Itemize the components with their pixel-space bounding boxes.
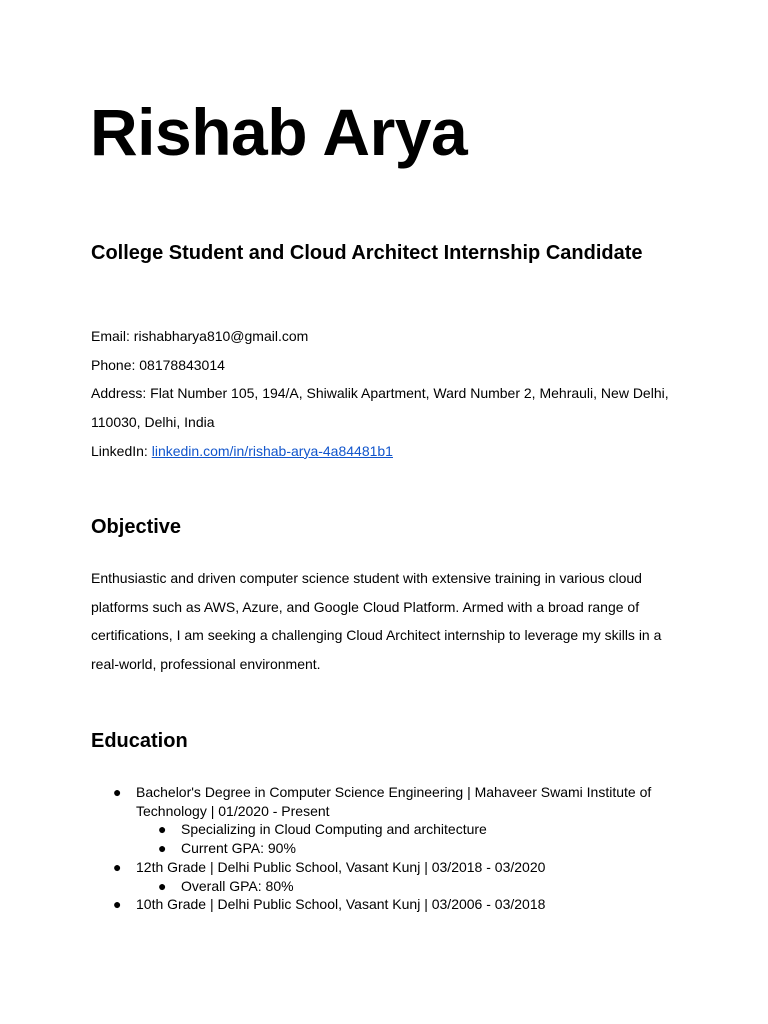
bullet-icon: ● bbox=[113, 784, 122, 800]
phone-line bbox=[91, 351, 691, 380]
education-subitem-text: Current GPA: 90% bbox=[181, 840, 296, 857]
bullet-icon: ● bbox=[158, 840, 167, 857]
education-item-text: Bachelor's Degree in Computer Science Engineering | Mahaveer Swami Institute of Technology | 01/2020 - Present bbox=[136, 784, 652, 819]
bullet-icon: ● bbox=[113, 858, 122, 875]
education-item-text: 10th Grade | Delhi Public School, Vasant Kunj | 03/2006 - 03/2018 bbox=[136, 896, 546, 913]
bullet-icon: ● bbox=[113, 896, 122, 913]
education-subitem bbox=[136, 877, 681, 896]
education-list bbox=[91, 783, 681, 914]
education-subitem-text: Specializing in Cloud Computing and architecture bbox=[181, 821, 487, 838]
education-subitem bbox=[136, 820, 681, 839]
education-item-text: 12th Grade | Delhi Public School, Vasant Kunj | 03/2018 - 03/2020 bbox=[136, 858, 546, 875]
linkedin-label: LinkedIn: bbox=[91, 442, 148, 459]
address-value: Flat Number 105, 194/A, Shiwalik Apartment, Ward Number 2, Mehrauli, New Delhi, 110030, Delhi, India bbox=[91, 385, 669, 431]
education-subitem bbox=[136, 839, 681, 858]
phone-label: Phone: bbox=[91, 356, 136, 373]
linkedin-link[interactable]: linkedin.com/in/rishab-arya-4a84481b1 bbox=[151, 442, 393, 459]
education-heading: Education bbox=[91, 730, 188, 752]
email-label: Email: bbox=[91, 328, 130, 344]
phone-value: 08178843014 bbox=[139, 356, 225, 373]
email-value: rishabharya810@gmail.com bbox=[133, 328, 309, 344]
education-sublist bbox=[136, 820, 681, 857]
objective-text: Enthusiastic and driven computer science student with extensive training in various cloud platforms such as AWS, Azure, and Google Cloud Platform. Armed with a broad range of certifications, I am seeking a challenging Cloud Architect internship to leverage my skills in a real-world, professional environment. bbox=[91, 570, 662, 673]
bullet-icon: ● bbox=[158, 877, 167, 894]
address-label: Address: bbox=[91, 385, 147, 402]
bullet-icon: ● bbox=[158, 821, 167, 838]
linkedin-line bbox=[91, 437, 691, 466]
education-subitem-text: Overall GPA: 80% bbox=[181, 877, 294, 894]
candidate-name: Rishab Arya bbox=[90, 95, 468, 169]
education-item-12th bbox=[91, 858, 681, 895]
email-line bbox=[91, 322, 691, 351]
education-item-bachelors bbox=[91, 783, 681, 858]
education-item-10th bbox=[91, 895, 681, 914]
candidate-headline: College Student and Cloud Architect Internship Candidate bbox=[91, 242, 643, 264]
objective-heading: Objective bbox=[91, 516, 182, 538]
education-sublist bbox=[136, 877, 681, 896]
contact-block bbox=[91, 322, 691, 466]
address-line bbox=[91, 379, 691, 436]
